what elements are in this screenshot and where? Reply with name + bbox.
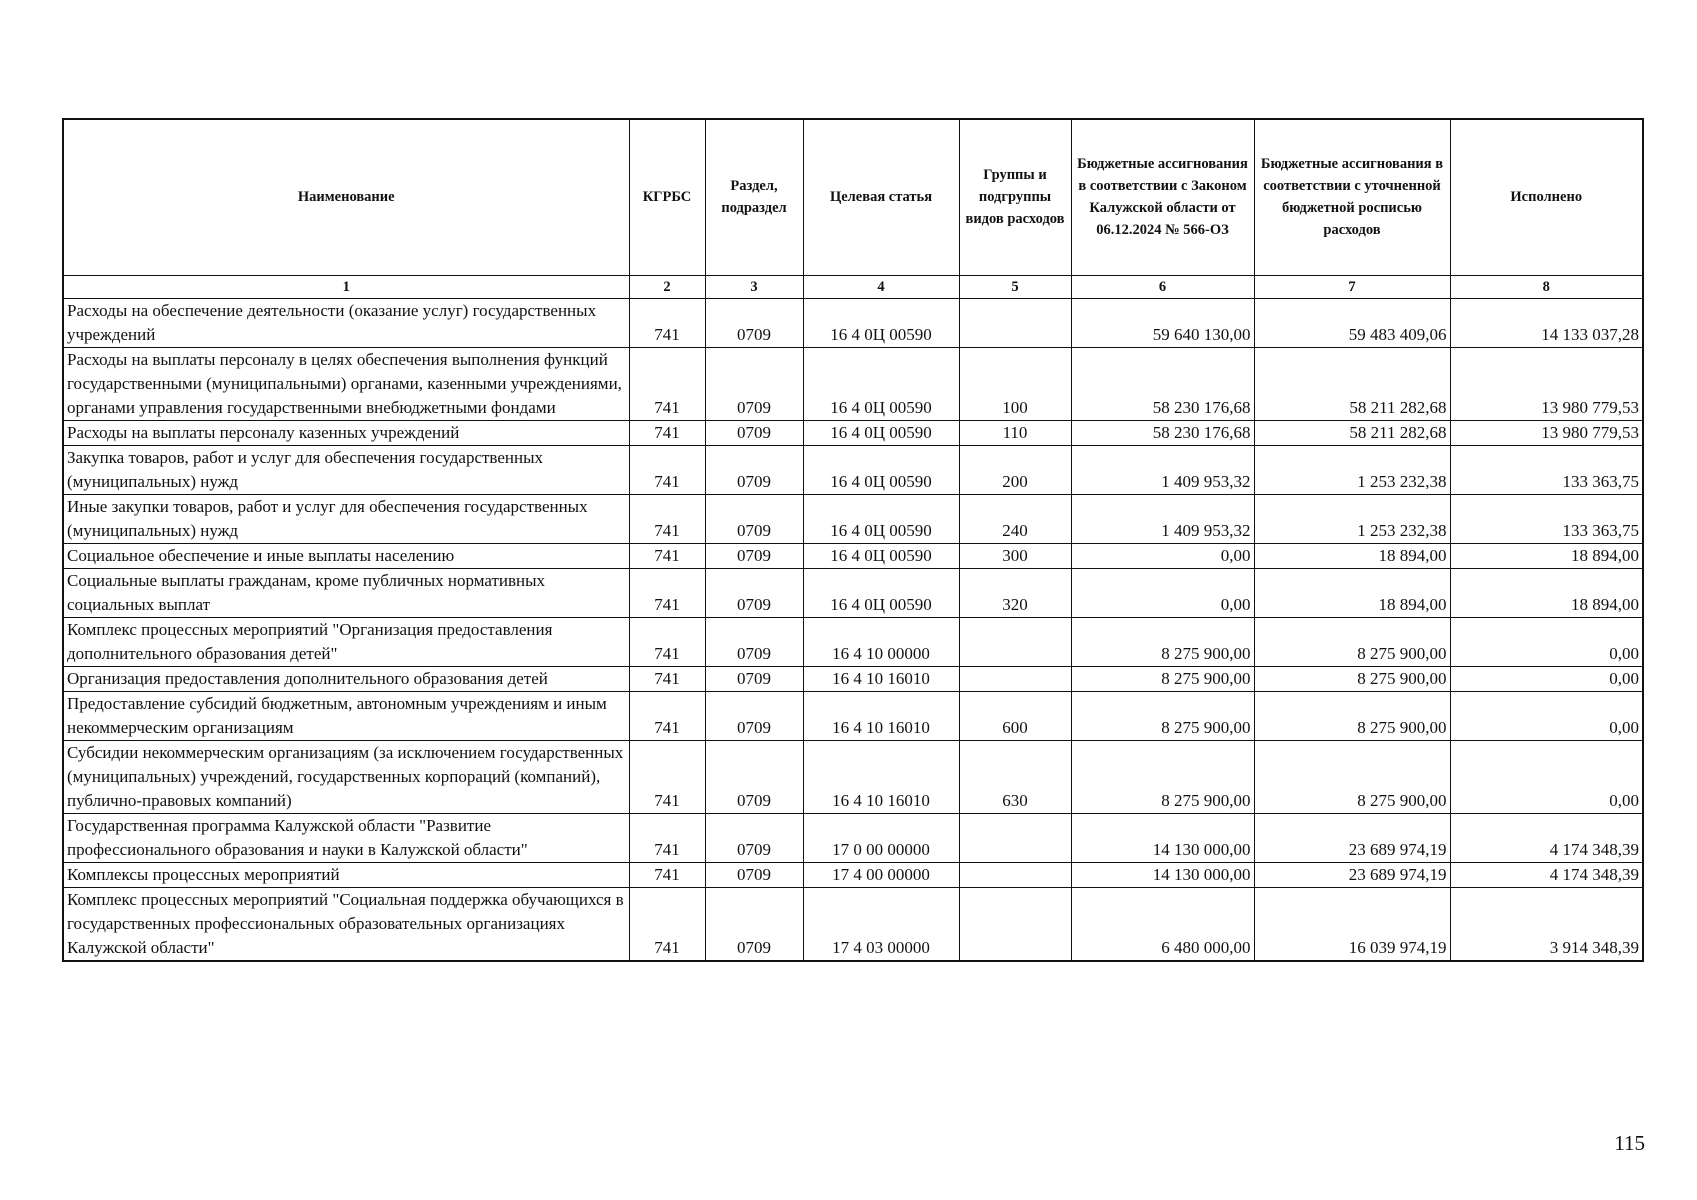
row-name: Расходы на выплаты персоналу в целях обеспечения выполнения функций государственными (муниципальными) органами, казенными учреждениями, органами управления государственными внебюджетными фондами [63, 347, 629, 420]
row-name: Предоставление субсидий бюджетным, автономным учреждениям и иным некоммерческим организациям [63, 691, 629, 740]
table-row [63, 543, 1643, 568]
table-row [63, 887, 1643, 961]
row-group [959, 887, 1071, 961]
row-target: 16 4 10 16010 [803, 691, 959, 740]
header-target: Целевая статья [803, 119, 959, 275]
row-group: 100 [959, 347, 1071, 420]
column-number: 6 [1071, 275, 1254, 298]
row-executed-amount: 0,00 [1450, 691, 1643, 740]
row-law-amount: 8 275 900,00 [1071, 691, 1254, 740]
row-name: Социальное обеспечение и иные выплаты населению [63, 543, 629, 568]
row-target: 16 4 0Ц 00590 [803, 543, 959, 568]
header-kgrbs: КГРБС [629, 119, 705, 275]
row-executed-amount: 133 363,75 [1450, 494, 1643, 543]
row-refined-amount: 18 894,00 [1254, 543, 1450, 568]
row-target: 16 4 0Ц 00590 [803, 420, 959, 445]
row-name: Субсидии некоммерческим организациям (за исключением государственных (муниципальных) учреждений, государственных корпораций (компаний), публично-правовых компаний) [63, 740, 629, 813]
row-refined-amount: 1 253 232,38 [1254, 494, 1450, 543]
row-name: Комплекс процессных мероприятий "Социальная поддержка обучающихся в государственных профессиональных образовательных организациях Калужской области" [63, 887, 629, 961]
row-kgrbs: 741 [629, 813, 705, 862]
row-target: 16 4 0Ц 00590 [803, 568, 959, 617]
row-section: 0709 [705, 887, 803, 961]
row-law-amount: 8 275 900,00 [1071, 617, 1254, 666]
row-law-amount: 59 640 130,00 [1071, 298, 1254, 347]
row-group [959, 862, 1071, 887]
row-executed-amount: 0,00 [1450, 666, 1643, 691]
row-executed-amount: 4 174 348,39 [1450, 862, 1643, 887]
header-row [63, 119, 1643, 275]
table-row [63, 420, 1643, 445]
row-section: 0709 [705, 298, 803, 347]
row-kgrbs: 741 [629, 543, 705, 568]
column-number: 4 [803, 275, 959, 298]
row-law-amount: 8 275 900,00 [1071, 740, 1254, 813]
row-kgrbs: 741 [629, 568, 705, 617]
row-kgrbs: 741 [629, 420, 705, 445]
row-group [959, 666, 1071, 691]
row-law-amount: 0,00 [1071, 568, 1254, 617]
row-group: 200 [959, 445, 1071, 494]
row-group: 630 [959, 740, 1071, 813]
row-section: 0709 [705, 347, 803, 420]
header-refined: Бюджетные ассигнования в соответствии с уточненной бюджетной росписью расходов [1254, 119, 1450, 275]
column-number: 8 [1450, 275, 1643, 298]
row-kgrbs: 741 [629, 887, 705, 961]
row-name: Комплексы процессных мероприятий [63, 862, 629, 887]
row-kgrbs: 741 [629, 347, 705, 420]
row-target: 16 4 10 16010 [803, 666, 959, 691]
row-section: 0709 [705, 617, 803, 666]
row-refined-amount: 58 211 282,68 [1254, 420, 1450, 445]
row-group: 600 [959, 691, 1071, 740]
column-number-row [63, 275, 1643, 298]
table-row [63, 568, 1643, 617]
row-group: 110 [959, 420, 1071, 445]
row-kgrbs: 741 [629, 862, 705, 887]
row-name: Иные закупки товаров, работ и услуг для обеспечения государственных (муниципальных) нужд [63, 494, 629, 543]
row-law-amount: 58 230 176,68 [1071, 347, 1254, 420]
column-number: 3 [705, 275, 803, 298]
row-group [959, 813, 1071, 862]
row-section: 0709 [705, 862, 803, 887]
row-law-amount: 6 480 000,00 [1071, 887, 1254, 961]
row-law-amount: 8 275 900,00 [1071, 666, 1254, 691]
header-name: Наименование [63, 119, 629, 275]
row-executed-amount: 3 914 348,39 [1450, 887, 1643, 961]
row-target: 17 0 00 00000 [803, 813, 959, 862]
row-name: Организация предоставления дополнительного образования детей [63, 666, 629, 691]
column-number: 7 [1254, 275, 1450, 298]
row-section: 0709 [705, 691, 803, 740]
row-executed-amount: 18 894,00 [1450, 568, 1643, 617]
table-row [63, 617, 1643, 666]
row-name: Комплекс процессных мероприятий "Организация предоставления дополнительного образования детей" [63, 617, 629, 666]
row-section: 0709 [705, 568, 803, 617]
row-refined-amount: 18 894,00 [1254, 568, 1450, 617]
row-refined-amount: 8 275 900,00 [1254, 691, 1450, 740]
row-group [959, 617, 1071, 666]
row-kgrbs: 741 [629, 617, 705, 666]
row-section: 0709 [705, 666, 803, 691]
row-name: Расходы на обеспечение деятельности (оказание услуг) государственных учреждений [63, 298, 629, 347]
row-refined-amount: 8 275 900,00 [1254, 617, 1450, 666]
table-row [63, 347, 1643, 420]
row-refined-amount: 58 211 282,68 [1254, 347, 1450, 420]
row-kgrbs: 741 [629, 494, 705, 543]
budget-table [62, 118, 1644, 962]
row-refined-amount: 1 253 232,38 [1254, 445, 1450, 494]
row-section: 0709 [705, 813, 803, 862]
column-number: 1 [63, 275, 629, 298]
table-row [63, 862, 1643, 887]
row-name: Закупка товаров, работ и услуг для обеспечения государственных (муниципальных) нужд [63, 445, 629, 494]
table-row [63, 666, 1643, 691]
row-refined-amount: 23 689 974,19 [1254, 813, 1450, 862]
row-law-amount: 1 409 953,32 [1071, 445, 1254, 494]
table-row [63, 298, 1643, 347]
row-section: 0709 [705, 543, 803, 568]
row-section: 0709 [705, 740, 803, 813]
row-section: 0709 [705, 445, 803, 494]
row-law-amount: 1 409 953,32 [1071, 494, 1254, 543]
row-executed-amount: 14 133 037,28 [1450, 298, 1643, 347]
row-law-amount: 14 130 000,00 [1071, 813, 1254, 862]
row-target: 16 4 0Ц 00590 [803, 445, 959, 494]
row-kgrbs: 741 [629, 445, 705, 494]
row-executed-amount: 18 894,00 [1450, 543, 1643, 568]
row-section: 0709 [705, 420, 803, 445]
row-executed-amount: 133 363,75 [1450, 445, 1643, 494]
row-executed-amount: 0,00 [1450, 617, 1643, 666]
row-name: Расходы на выплаты персоналу казенных учреждений [63, 420, 629, 445]
table-row [63, 494, 1643, 543]
page-number: 115 [1614, 1131, 1645, 1155]
row-section: 0709 [705, 494, 803, 543]
row-kgrbs: 741 [629, 298, 705, 347]
row-executed-amount: 0,00 [1450, 740, 1643, 813]
row-target: 16 4 10 16010 [803, 740, 959, 813]
header-section: Раздел, подраздел [705, 119, 803, 275]
header-groups: Группы и подгруппы видов расходов [959, 119, 1071, 275]
row-refined-amount: 59 483 409,06 [1254, 298, 1450, 347]
row-target: 16 4 0Ц 00590 [803, 347, 959, 420]
row-executed-amount: 4 174 348,39 [1450, 813, 1643, 862]
row-refined-amount: 23 689 974,19 [1254, 862, 1450, 887]
row-law-amount: 58 230 176,68 [1071, 420, 1254, 445]
column-number: 2 [629, 275, 705, 298]
row-target: 16 4 0Ц 00590 [803, 298, 959, 347]
row-target: 17 4 03 00000 [803, 887, 959, 961]
row-executed-amount: 13 980 779,53 [1450, 420, 1643, 445]
row-target: 16 4 0Ц 00590 [803, 494, 959, 543]
header-law: Бюджетные ассигнования в соответствии с Законом Калужской области от 06.12.2024 № 566-ОЗ [1071, 119, 1254, 275]
column-number: 5 [959, 275, 1071, 298]
row-group: 300 [959, 543, 1071, 568]
row-target: 17 4 00 00000 [803, 862, 959, 887]
row-name: Государственная программа Калужской области "Развитие профессионального образования и науки в Калужской области" [63, 813, 629, 862]
row-kgrbs: 741 [629, 666, 705, 691]
row-group: 240 [959, 494, 1071, 543]
row-law-amount: 0,00 [1071, 543, 1254, 568]
row-kgrbs: 741 [629, 740, 705, 813]
row-name: Социальные выплаты гражданам, кроме публичных нормативных социальных выплат [63, 568, 629, 617]
row-refined-amount: 8 275 900,00 [1254, 666, 1450, 691]
row-kgrbs: 741 [629, 691, 705, 740]
table-row [63, 691, 1643, 740]
table-row [63, 445, 1643, 494]
row-refined-amount: 16 039 974,19 [1254, 887, 1450, 961]
header-executed: Исполнено [1450, 119, 1643, 275]
table-row [63, 813, 1643, 862]
table-row [63, 740, 1643, 813]
row-group [959, 298, 1071, 347]
row-law-amount: 14 130 000,00 [1071, 862, 1254, 887]
row-group: 320 [959, 568, 1071, 617]
row-target: 16 4 10 00000 [803, 617, 959, 666]
row-refined-amount: 8 275 900,00 [1254, 740, 1450, 813]
row-executed-amount: 13 980 779,53 [1450, 347, 1643, 420]
